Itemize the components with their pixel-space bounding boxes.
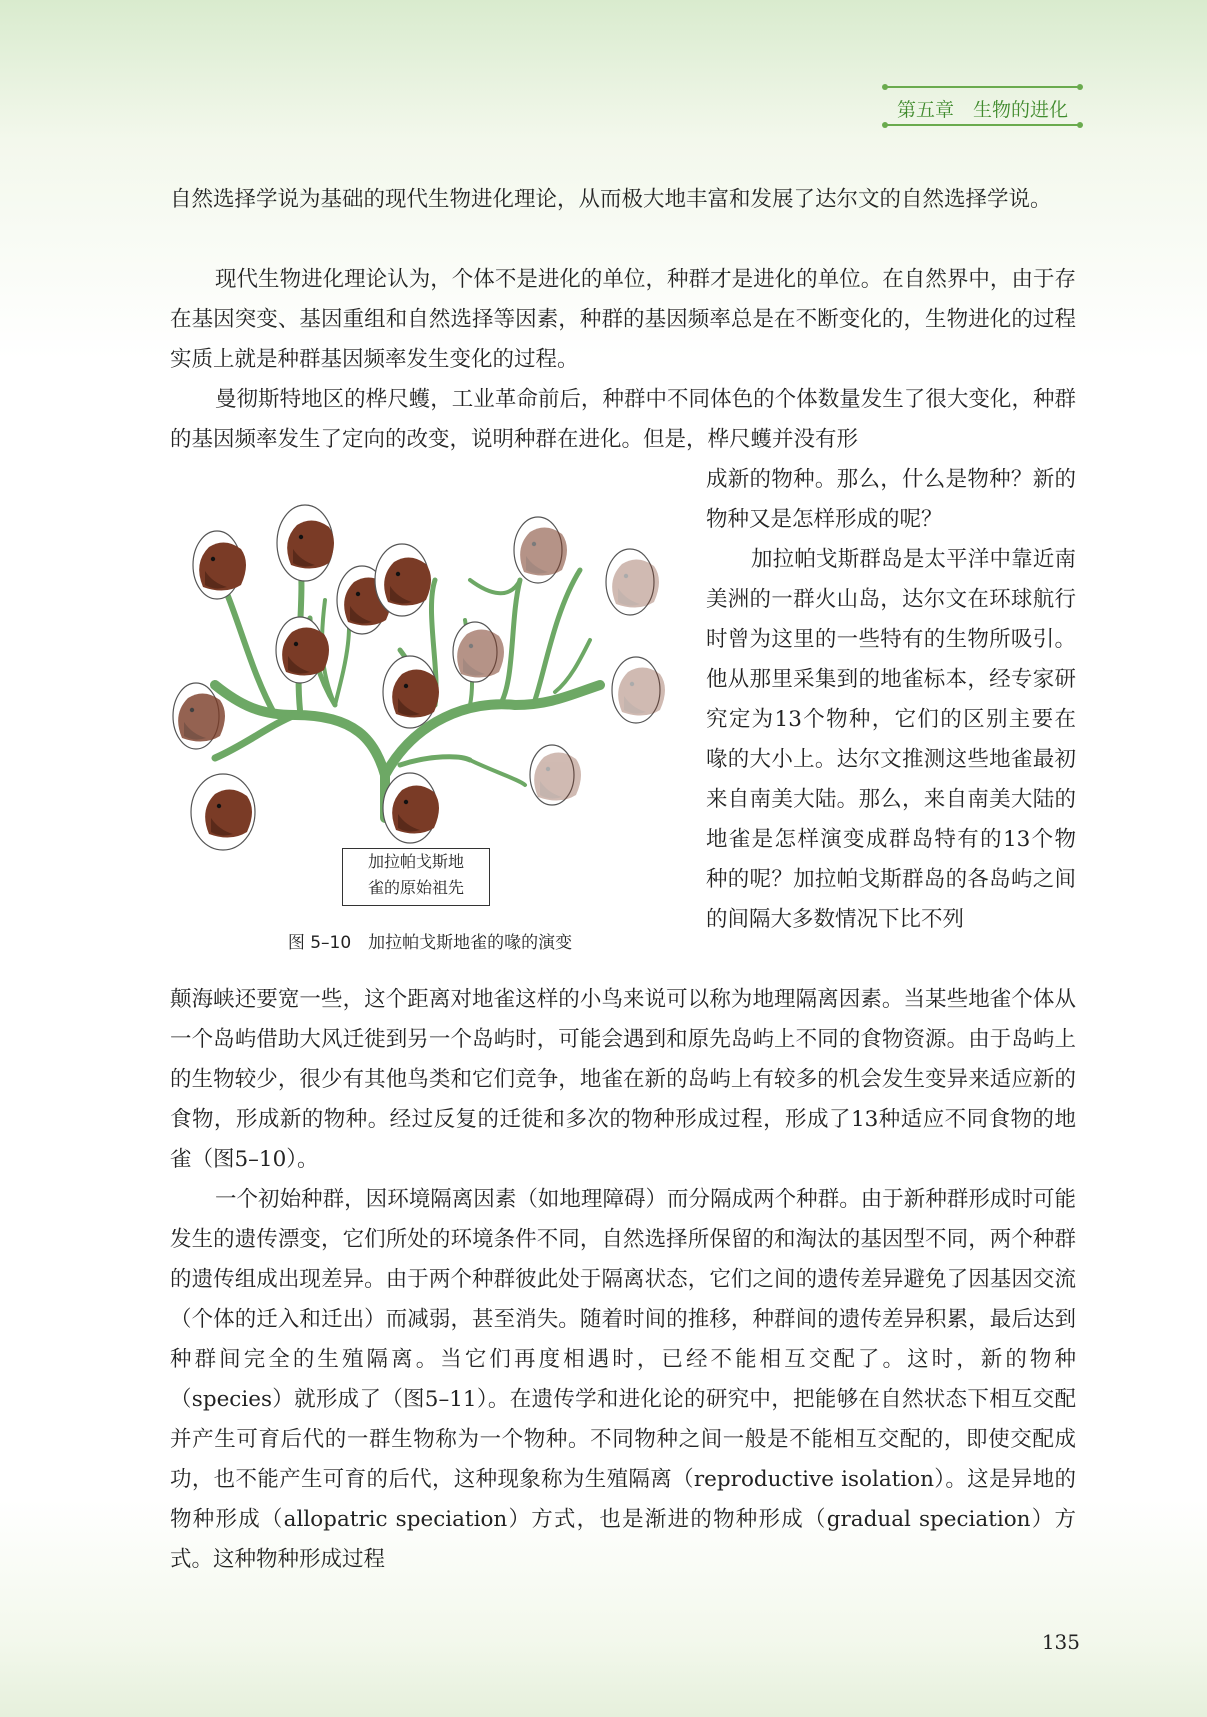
header-dot [882,122,888,128]
header-rule-bottom [885,124,1080,126]
chapter-title: 生物的进化 [973,99,1069,121]
finch-portraits [173,505,665,850]
ancestor-label: 加拉帕戈斯地 雀的原始祖先 [342,848,490,906]
chapter-number: 第五章 [896,99,954,121]
paragraph-4-continued: 颠海峡还要宽一些，这个距离对地雀这样的小鸟来说可以称为地理隔离因素。当某些地雀个体从一个岛屿借助大风迁徙到另一个岛屿时，可能会遇到和原先岛屿上不同的食物资源。由于岛屿上的生物较少，很少有其他鸟类和它们竞争，地雀在新的岛屿上有较多的机会发生变异来适应新的食物，形成新的物种。经过反复的迁徙和多次的物种形成过程，形成了13种适应不同食物的地雀（图5–10）。 [170,987,1076,1172]
paragraph-1: 自然选择学说为基础的现代生物进化理论，从而极大地丰富和发展了达尔文的自然选择学说。 [170,187,1052,212]
header-dot [882,84,888,90]
header-rule-top [885,86,1080,88]
header-dot [1077,122,1083,128]
figure-finch-beak-evolution [170,500,690,960]
chapter-header [885,86,1080,126]
paragraph-3: 曼彻斯特地区的桦尺蠖，工业革命前后，种群中不同体色的个体数量发生了很大变化，种群的基因频率发生了定向的改变，说明种群在进化。但是，桦尺蠖并没有形 [170,387,1076,452]
paragraph-5: 一个初始种群，因环境隔离因素（如地理障碍）而分隔成两个种群。由于新种群形成时可能发生的遗传漂变，它们所处的环境条件不同，自然选择所保留的和淘汰的基因型不同，两个种群的遗传组成出现差异。由于两个种群彼此处于隔离状态，它们之间的遗传差异避免了因基因交流（个体的迁入和迁出）而减弱，甚至消失。随着时间的推移，种群间的遗传差异积累，最后达到种群间完全的生殖隔离。当它们再度相遇时，已经不能相互交配了。这时，新的物种（species）就形成了（图5–11）。在遗传学和进化论的研究中，把能够在自然状态下相互交配并产生可育后代的一群生物称为一个物种。不同物种之间一般是不能相互交配的，即使交配成功，也不能产生可育的后代，这种现象称为生殖隔离（reproductive isolation）。这是异地的物种形成（allopatric speciation）方式，也是渐进的物种形成（gradual speciation）方式。这种物种形成过程 [170,1187,1076,1572]
header-dot [1077,84,1083,90]
figure-caption: 图 5–10 加拉帕戈斯地雀的喙的演变 [287,933,573,953]
paragraph-3-continued: 成新的物种。那么，什么是物种？新的物种又是怎样形成的呢？ [706,467,1076,532]
paragraph-4: 加拉帕戈斯群岛是太平洋中靠近南美洲的一群火山岛，达尔文在环球航行时曾为这里的一些特有的生物所吸引。他从那里采集到的地雀标本，经专家研究定为13个物种，它们的区别主要在喙的大小上。达尔文推测这些地雀最初来自南美大陆。那么，来自南美大陆的地雀是怎样演变成群岛特有的13个物种的呢？加拉帕戈斯群岛的各岛屿之间的间隔大多数情况下比不列 [706,547,1076,932]
page-number: 135 [1041,1630,1080,1654]
paragraph-2: 现代生物进化理论认为，个体不是进化的单位，种群才是进化的单位。在自然界中，由于存在基因突变、基因重组和自然选择等因素，种群的基因频率总是在不断变化的，生物进化的过程实质上就是种群基因频率发生变化的过程。 [170,267,1076,372]
